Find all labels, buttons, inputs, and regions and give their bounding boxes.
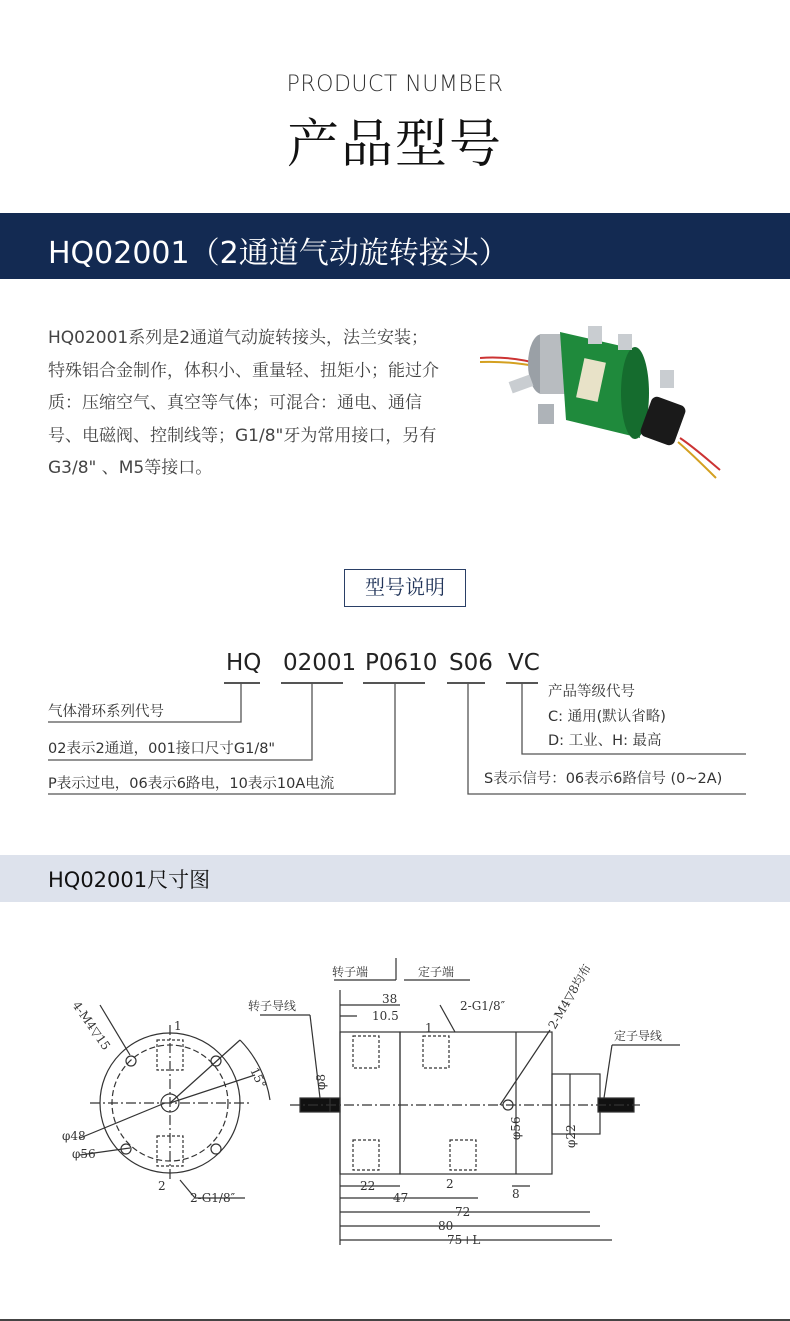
label-port-front: 2-G1/8″ <box>190 1191 236 1205</box>
label-l47: 47 <box>393 1191 409 1205</box>
label-l75: 75+L <box>447 1233 481 1247</box>
title-en: PRODUCT NUMBER <box>286 72 504 97</box>
label-rotor-wire: 转子导线 <box>248 999 297 1013</box>
label-d8: φ8 <box>314 1073 328 1090</box>
label-l22: 22 <box>360 1179 376 1193</box>
label-series: 气体滑环系列代号 <box>48 704 164 720</box>
banner-title: HQ02001（2通道气动旋转接头） <box>48 236 509 271</box>
model-explain-heading: 型号说明 <box>344 569 466 607</box>
label-stator-end: 定子端 <box>418 965 455 979</box>
page-title: 产品型号 <box>286 115 503 175</box>
label-stator-wire: 定子导线 <box>614 1029 663 1043</box>
label-port-top: 2-G1/8″ <box>460 999 506 1013</box>
label-rotor-end: 转子端 <box>332 965 369 979</box>
label-l8: 8 <box>512 1187 520 1201</box>
code-hq: HQ <box>226 650 262 676</box>
label-screw-side: 2-M4▽8均布 <box>545 961 594 1032</box>
label-power: P表示过电，06表示6路电，10表示10A电流 <box>48 776 335 792</box>
label-l10: 10.5 <box>372 1009 399 1023</box>
label-n1b: 1 <box>425 1021 433 1035</box>
label-grade-title: 产品等级代号 <box>548 684 635 700</box>
label-d56: φ56 <box>72 1147 96 1161</box>
label-d22: φ22 <box>564 1124 578 1148</box>
code-channel: 02001 <box>283 650 357 676</box>
label-grade-c: C: 通用(默认省略) <box>548 709 666 725</box>
label-l72: 72 <box>455 1205 471 1219</box>
label-signal: S表示信号：06表示6路信号 (0~2A) <box>484 771 723 787</box>
code-power: P0610 <box>365 650 438 676</box>
label-n1: 1 <box>174 1019 182 1033</box>
label-channel: 02表示2通道，001接口尺寸G1/8" <box>48 741 276 757</box>
product-description: HQ02001系列是2通道气动旋转接头，法兰安装；特殊铝合金制作，体积小、重量轻、扭矩小；能过介质：压缩空气、真空等气体；可混合：通电、通信号、电磁阀、控制线等；G1/8"牙为常用接口，另有G3/8" 、M5等接口。 <box>48 328 439 478</box>
label-d56b: φ56 <box>509 1116 523 1140</box>
label-l80: 80 <box>438 1219 454 1233</box>
dimension-heading: HQ02001尺寸图 <box>48 868 211 892</box>
label-screw-front: 4-M4▽15 <box>69 998 114 1053</box>
product-image <box>480 320 730 480</box>
label-l38: 38 <box>382 992 398 1006</box>
label-n2: 2 <box>158 1179 166 1193</box>
code-signal: S06 <box>449 650 493 676</box>
label-grade-dh: D: 工业、H: 最高 <box>548 733 662 749</box>
label-d48: φ48 <box>62 1129 86 1143</box>
label-angle: 15° <box>247 1065 269 1091</box>
dimension-drawing <box>0 950 790 1260</box>
code-grade: VC <box>508 650 540 676</box>
label-n2b: 2 <box>446 1177 454 1191</box>
